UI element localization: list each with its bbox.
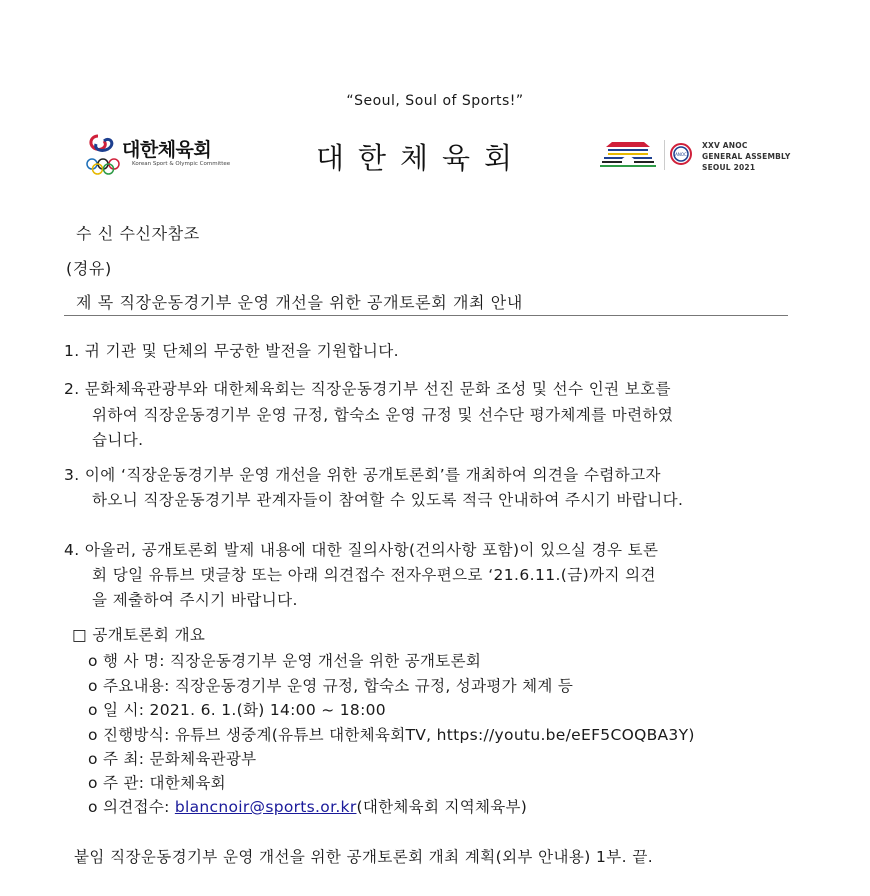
overview-heading: □ 공개토론회 개요: [72, 626, 206, 644]
overview-item-organizer: o 주 관: 대한체육회: [88, 774, 226, 792]
contact-prefix: o 의견접수:: [88, 798, 175, 816]
paragraph-4-line-3: 을 제출하여 주시기 바랍니다.: [92, 591, 298, 609]
paragraph-4-line-2: 회 당일 유튜브 댓글창 또는 아래 의견접수 전자우편으로 ‘21.6.11.(금)까지 의견: [92, 566, 656, 584]
paragraph-2-line-1: 2. 문화체육관광부와 대한체육회는 직장운동경기부 선진 문화 조성 및 선수 인권 보호를: [64, 380, 671, 398]
organization-title: 대한체육회: [316, 141, 527, 175]
overview-item-datetime: o 일 시: 2021. 6. 1.(화) 14:00 ~ 18:00: [88, 701, 386, 719]
contact-suffix: (대한체육회 지역체육부): [356, 798, 528, 816]
subject-line: 제 목 직장운동경기부 운영 개선을 위한 공개토론회 개최 안내: [76, 293, 523, 312]
paragraph-3-line-1: 3. 이에 ‘직장운동경기부 운영 개선을 위한 공개토론회’를 개최하여 의견을 수렴하고자: [64, 466, 661, 484]
anoc-ring-text: ANOC: [675, 152, 687, 157]
paragraph-4-line-1: 4. 아울러, 공개토론회 발제 내용에 대한 질의사항(건의사항 포함)이 있으실 경우 토론: [64, 541, 659, 559]
paragraph-3-line-2: 하오니 직장운동경기부 관계자들이 참여할 수 있도록 적극 안내하여 주시기 바랍니다.: [92, 491, 684, 509]
anoc-ring-logo-icon: [664, 138, 694, 172]
overview-item-method: o 진행방식: 유튜브 생중계(유튜브 대한체육회TV, https://youtu.be/eEF5COQBA3Y): [88, 726, 695, 744]
anoc-line-2: GENERAL ASSEMBLY: [702, 152, 791, 161]
overview-item-host: o 주 최: 문화체육관광부: [88, 750, 257, 768]
ksoc-logo-korean-text: 대한체육회: [122, 139, 212, 161]
overview-item-contents: o 주요내용: 직장운동경기부 운영 규정, 합숙소 규정, 성과평가 체계 등: [88, 677, 574, 695]
paragraph-1: 1. 귀 기관 및 단체의 무궁한 발전을 기원합니다.: [64, 342, 399, 360]
overview-item-contact: [88, 795, 527, 817]
attachment-line: 붙임 직장운동경기부 운영 개선을 위한 공개토론회 개최 계획(외부 안내용) 1부. 끝.: [74, 848, 654, 866]
ksoc-logo-english-text: Korean Sport & Olympic Committee: [132, 161, 231, 167]
subject-divider: [64, 315, 788, 316]
anoc-line-1: XXV ANOC: [702, 141, 748, 150]
paragraph-2-line-3: 습니다.: [92, 431, 144, 449]
recipient-line: 수 신 수신자참조: [76, 224, 200, 243]
overview-item-event-name: o 행 사 명: 직장운동경기부 운영 개선을 위한 공개토론회: [88, 652, 482, 670]
anoc-gate-logo-icon: [598, 138, 658, 168]
contact-email-link[interactable]: blancnoir@sports.or.kr: [174, 798, 357, 816]
via-line: (경유): [66, 259, 112, 278]
slogan: “Seoul, Soul of Sports!”: [346, 93, 524, 109]
anoc-line-3: SEOUL 2021: [702, 163, 756, 172]
paragraph-2-line-2: 위하여 직장운동경기부 운영 규정, 합숙소 운영 규정 및 선수단 평가체계를 마련하였: [92, 406, 674, 424]
